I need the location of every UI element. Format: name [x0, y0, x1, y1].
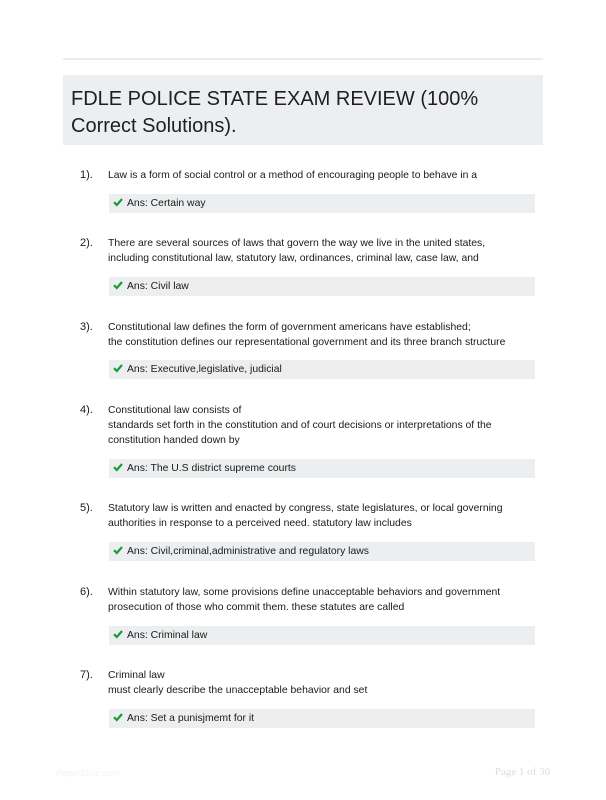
answer-box — [109, 542, 535, 561]
answer-text: Ans: Executive,legislative, judicial — [127, 364, 282, 375]
question-text: There are several sources of laws that govern the way we live in the united states, including constitutional law, statutory law, ordinances, criminal law, case law, and — [108, 238, 486, 265]
page-number: Page 1 of 30 — [494, 766, 550, 778]
question-number: 3). — [80, 321, 93, 333]
question-text: Statutory law is written and enacted by congress, state legislatures, or local governing authorities in response to a perceived need. statutory law includes — [108, 503, 503, 530]
answer-text: Ans: Set a punisjmemt for it — [127, 713, 255, 724]
document-title: FDLE POLICE STATE EXAM REVIEW (100% Correct Solutions). — [71, 88, 479, 137]
question-text: Criminal law must clearly describe the unacceptable behavior and set — [108, 670, 368, 697]
question-number: 1). — [80, 169, 93, 181]
answer-box — [109, 626, 535, 645]
answer-text: Ans: Civil,criminal,administrative and regulatory laws — [127, 546, 369, 557]
question-number: 2). — [80, 237, 93, 249]
answer-text: Ans: Criminal law — [127, 630, 208, 641]
question-text: Within statutory law, some provisions define unacceptable behaviors and government prosecution of those who commit them. these statutes are called — [108, 587, 501, 614]
answer-text: Ans: The U.S district supreme courts — [127, 463, 297, 474]
question-number: 6). — [80, 586, 93, 598]
answer-box — [109, 709, 535, 728]
top-rule — [63, 58, 543, 60]
check-icon — [113, 462, 123, 472]
question-text: Law is a form of social control or a method of encouraging people to behave in a — [108, 170, 478, 181]
question-number: 4). — [80, 404, 93, 416]
check-icon — [113, 363, 123, 373]
question-number: 5). — [80, 502, 93, 514]
check-icon — [113, 712, 123, 722]
check-icon — [113, 280, 123, 290]
title-box — [63, 75, 543, 145]
check-icon — [113, 197, 123, 207]
answer-text: Ans: Civil law — [127, 281, 189, 292]
answer-box — [109, 194, 535, 213]
check-icon — [113, 629, 123, 639]
answer-text: Ans: Certain way — [127, 198, 206, 209]
question-number: 7). — [80, 669, 93, 681]
answer-box — [109, 277, 535, 296]
answer-box — [109, 459, 535, 478]
check-icon — [113, 545, 123, 555]
question-text: Constitutional law defines the form of government americans have established; the constitution defines our representational government and its three branch structure — [108, 322, 506, 349]
footer-site: PaperStoic.com — [56, 768, 120, 778]
answer-box — [109, 360, 535, 379]
question-text: Constitutional law consists of standards set forth in the constitution and of court decisions or interpretations of the constitution handed down by — [108, 405, 492, 447]
